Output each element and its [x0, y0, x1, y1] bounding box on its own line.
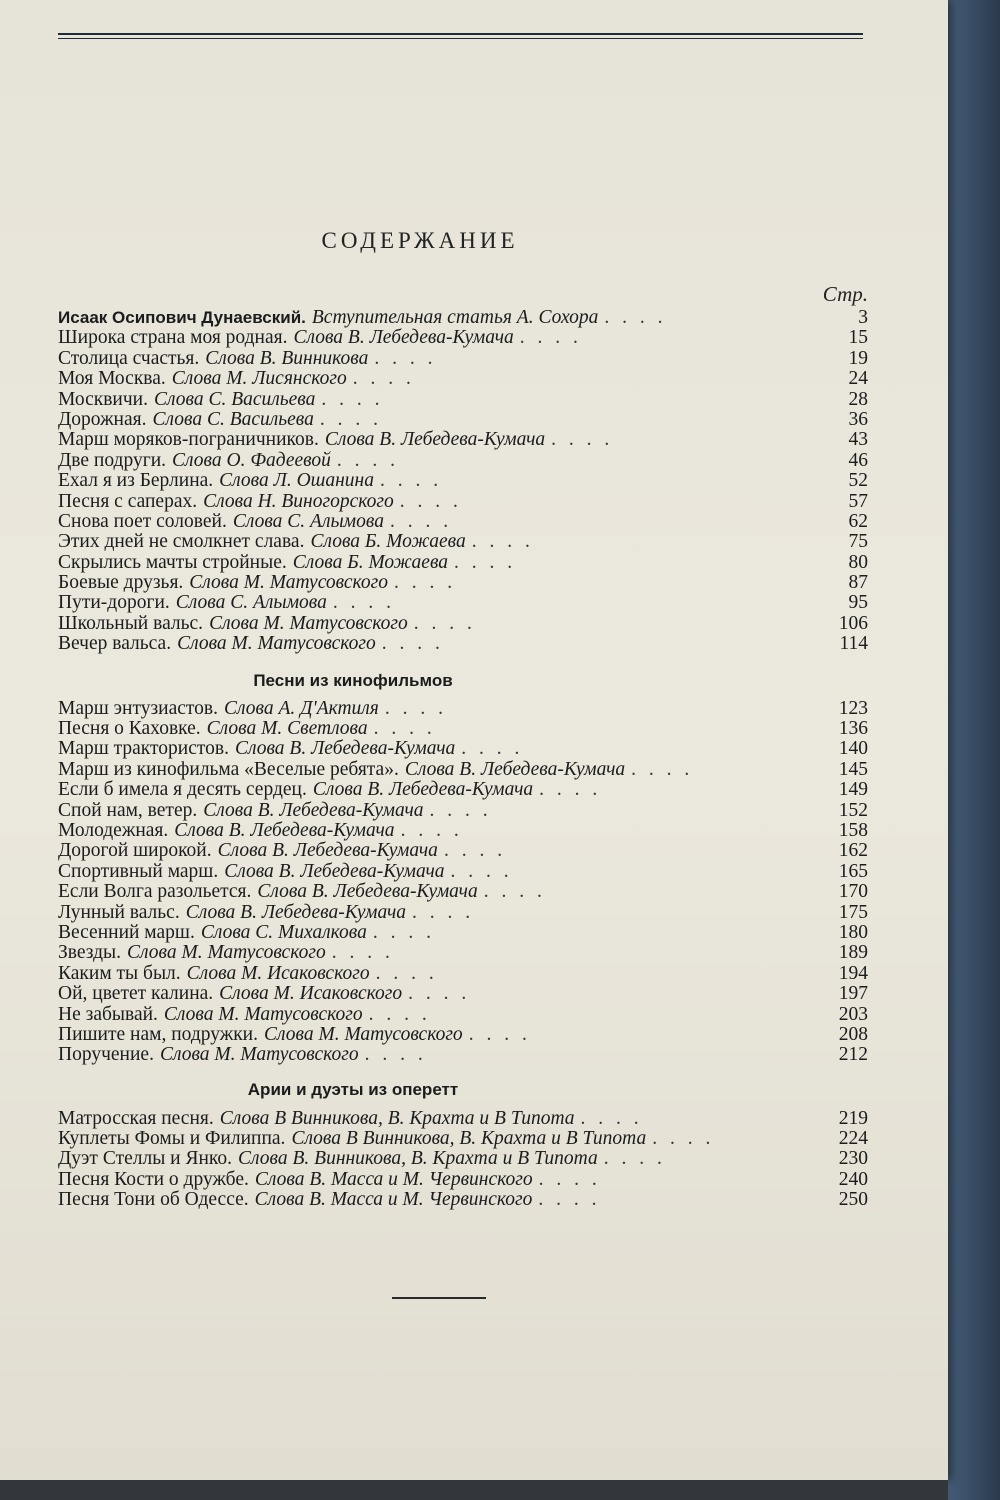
entry-title: Ой, цветет калина. — [58, 983, 214, 1005]
entry-lyricist: Слова В. Лебедева-Кумача — [293, 327, 514, 349]
leader-dots: . . . . — [352, 368, 415, 390]
entry-lyricist: Слова С. Алымова — [232, 510, 384, 532]
leader-dots: . . . . — [399, 490, 462, 512]
entry-title: Дуэт Стеллы и Янко. — [58, 1148, 233, 1170]
toc-entry — [58, 719, 868, 739]
entry-lyricist: Слова М. Лисянского — [171, 368, 347, 390]
entry-page-number: 136 — [838, 718, 868, 740]
entry-title: Моя Москва. — [58, 368, 166, 390]
entry-page-number: 165 — [838, 860, 868, 882]
entry-page-number: 3 — [858, 307, 868, 328]
section-heading-films: Песни из кинофильмов — [253, 670, 453, 690]
entry-title: Лунный вальс. — [58, 901, 180, 923]
entry-lyricist: Слова М. Исаковского — [219, 983, 403, 1005]
entry-page-number: 149 — [838, 779, 868, 801]
entry-page-number: 24 — [848, 368, 868, 390]
entry-title: Не забывай. — [58, 1003, 158, 1025]
page-shadow — [0, 1480, 948, 1500]
entry-title: Песня Тони об Одессе. — [58, 1189, 249, 1211]
entry-lyricist: Слова В. Винникова, В. Крахта и В Типота — [238, 1148, 598, 1170]
leader-dots: . . . . — [454, 551, 517, 573]
entry-page-number: 57 — [848, 490, 868, 512]
leader-dots: . . . . — [538, 1168, 601, 1190]
entry-title: Каким ты был. — [58, 962, 181, 984]
entry-lyricist: Слова С. Васильева — [153, 388, 316, 410]
entry-title: Боевые друзья. — [58, 572, 184, 594]
entry-page-number: 189 — [838, 942, 868, 964]
entry-page-number: 240 — [838, 1168, 868, 1190]
leader-dots: . . . . — [443, 840, 507, 862]
leader-dots: . . . . — [332, 592, 395, 614]
entry-page-number: 36 — [848, 408, 868, 430]
entry-page-number: 114 — [839, 633, 868, 655]
entry-page-number: 180 — [838, 921, 868, 943]
entry-lyricist: Вступительная статья А. Сохора — [311, 307, 599, 328]
entry-page-number: 197 — [838, 983, 868, 1005]
entry-lyricist: Слова В. Лебедева-Кумача — [203, 799, 424, 821]
entry-lyricist: Слова В. Лебедева-Кумача — [224, 860, 445, 882]
leader-dots: . . . . — [461, 738, 524, 760]
toc-entry — [58, 943, 868, 963]
entry-lyricist: Слова М. Матусовского — [163, 1003, 363, 1025]
entry-title: Исаак Осипович Дунаевский. — [58, 308, 306, 327]
toc-entry — [58, 532, 868, 552]
entry-lyricist: Слова В. Масса и М. Червинского — [254, 1168, 533, 1190]
leader-dots: . . . . — [373, 718, 436, 740]
entry-lyricist: Слова В Винникова, В. Крахта и В Типота — [219, 1107, 575, 1129]
entry-lyricist: Слова В. Винникова — [205, 347, 369, 369]
entry-title: Снова поет соловей. — [58, 510, 227, 532]
leader-dots: . . . . — [412, 901, 475, 923]
toc-entry — [58, 739, 868, 759]
entry-lyricist: Слова В. Лебедева-Кумача — [324, 429, 546, 451]
entry-lyricist: Слова В. Лебедева-Кумача — [312, 779, 534, 801]
entry-title: Матросская песня. — [58, 1107, 214, 1129]
table-of-contents — [58, 308, 868, 1211]
main-entries — [58, 308, 868, 655]
entry-page-number: 95 — [848, 592, 868, 614]
entry-page-number: 140 — [838, 738, 868, 760]
entry-lyricist: Слова С. Михалкова — [200, 921, 367, 943]
leader-dots: . . . . — [331, 942, 394, 964]
toc-entry — [58, 1190, 868, 1210]
entry-title: Куплеты Фомы и Филиппа. — [58, 1128, 286, 1150]
toc-entry — [58, 614, 868, 634]
entry-title: Москвичи. — [58, 388, 148, 410]
entry-page-number: 152 — [838, 799, 868, 821]
entry-lyricist: Слова В Винникова, В. Крахта и В Типота — [291, 1128, 647, 1150]
leader-dots: . . . . — [408, 983, 471, 1005]
entry-lyricist: Слова М. Светлова — [206, 718, 368, 740]
toc-entry — [58, 492, 868, 512]
leader-dots: . . . . — [336, 449, 399, 471]
leader-dots: . . . . — [374, 347, 437, 369]
entry-page-number: 162 — [838, 840, 868, 862]
section-heading-operettas: Арии и дуэты из оперетт — [247, 1079, 459, 1099]
entry-title: Песня Кости о дружбе. — [58, 1168, 249, 1190]
leader-dots: . . . . — [381, 633, 444, 655]
entry-title: Поручение. — [58, 1044, 154, 1066]
toc-entry — [58, 821, 868, 841]
toc-entry — [58, 512, 868, 532]
entry-lyricist: Слова М. Матусовского — [177, 633, 376, 655]
toc-entry — [58, 328, 868, 348]
toc-entry — [58, 369, 868, 389]
entry-lyricist: Слова О. Фадеевой — [172, 449, 331, 471]
toc-entry — [58, 923, 868, 943]
entry-lyricist: Слова М. Матусовского — [209, 612, 408, 634]
toc-entry — [58, 471, 868, 491]
toc-entry — [58, 410, 868, 430]
entry-lyricist: Слова В. Лебедева-Кумача — [257, 881, 478, 903]
entry-lyricist: Слова Б. Можаева — [310, 531, 466, 553]
entry-page-number: 43 — [848, 429, 868, 451]
entry-title: Звезды. — [58, 942, 122, 964]
entry-title: Столица счастья. — [58, 347, 200, 369]
toc-entry — [58, 634, 868, 654]
leader-dots: . . . . — [364, 1044, 427, 1066]
toc-entry — [58, 1025, 868, 1045]
entry-page-number: 230 — [838, 1148, 868, 1170]
entry-title: Если б имела я десять сердец. — [58, 779, 307, 801]
toc-entry — [58, 390, 868, 410]
entry-page-number: 75 — [848, 531, 868, 553]
entry-title: Молодежная. — [58, 819, 169, 841]
entry-page-number: 224 — [838, 1128, 868, 1150]
leader-dots: . . . . — [319, 408, 382, 430]
leader-dots: . . . . — [539, 779, 602, 801]
leader-dots: . . . . — [384, 697, 447, 719]
toc-entry — [58, 984, 868, 1004]
toc-entry — [58, 780, 868, 800]
entry-title: Этих дней не смолкнет слава. — [58, 531, 305, 553]
entry-title: Школьный вальс. — [58, 612, 204, 634]
entry-page-number: 219 — [838, 1107, 868, 1129]
leader-dots: . . . . — [551, 429, 614, 451]
entry-title: Марш трактористов. — [58, 738, 229, 760]
entry-title: Марш энтузиастов. — [58, 697, 218, 719]
entry-lyricist: Слова В. Лебедева-Кумача — [404, 758, 626, 780]
toc-entry — [58, 1149, 868, 1169]
toc-entry — [58, 760, 868, 780]
header-rule — [58, 33, 863, 35]
leader-dots: . . . . — [368, 1003, 431, 1025]
toc-entry — [58, 451, 868, 471]
leader-dots: . . . . — [483, 881, 546, 903]
toc-entry — [58, 349, 868, 369]
toc-entry — [58, 308, 868, 328]
entry-lyricist: Слова В. Лебедева-Кумача — [185, 901, 407, 923]
leader-dots: . . . . — [652, 1128, 715, 1150]
leader-dots: . . . . — [604, 307, 667, 328]
entry-title: Широка страна моя родная. — [58, 327, 288, 349]
entry-page-number: 87 — [848, 572, 868, 594]
leader-dots: . . . . — [321, 388, 384, 410]
entry-lyricist: Слова С. Алымова — [175, 592, 327, 614]
leader-dots: . . . . — [393, 572, 457, 594]
entry-title: Песня о Каховке. — [58, 718, 201, 740]
leader-dots: . . . . — [471, 531, 534, 553]
entry-lyricist: Слова М. Матусовского — [159, 1044, 359, 1066]
entry-lyricist: Слова М. Исаковского — [186, 962, 370, 984]
entry-lyricist: Слова В. Масса и М. Червинского — [254, 1189, 533, 1211]
entry-page-number: 52 — [848, 470, 868, 492]
entry-page-number: 106 — [838, 612, 868, 634]
leader-dots: . . . . — [450, 860, 513, 882]
entry-title: Марш моряков-пограничников. — [58, 429, 319, 451]
closing-rule — [392, 1297, 486, 1299]
entry-lyricist: Слова Л. Ошанина — [219, 470, 374, 492]
leader-dots: . . . . — [538, 1189, 601, 1211]
entry-lyricist: Слова В. Лебедева-Кумача — [217, 840, 438, 862]
entry-page-number: 15 — [848, 327, 868, 349]
toc-entry — [58, 1045, 868, 1065]
leader-dots: . . . . — [603, 1148, 666, 1170]
toc-entry — [58, 1170, 868, 1190]
entry-lyricist: Слова В. Лебедева-Кумача — [174, 819, 395, 841]
entry-lyricist: Слова М. Матусовского — [264, 1023, 463, 1045]
entry-title: Песня с саперах. — [58, 490, 198, 512]
entry-title: Дорожная. — [58, 408, 147, 430]
entry-page-number: 80 — [848, 551, 868, 573]
entry-page-number: 194 — [838, 962, 868, 984]
entry-title: Вечер вальса. — [58, 633, 172, 655]
entry-page-number: 19 — [848, 347, 868, 369]
leader-dots: . . . . — [375, 962, 438, 984]
entry-page-number: 175 — [838, 901, 868, 923]
toc-entry — [58, 573, 868, 593]
toc-entry — [58, 882, 868, 902]
entry-page-number: 145 — [838, 758, 868, 780]
leader-dots: . . . . — [468, 1023, 531, 1045]
entry-title: Две подруги. — [58, 449, 167, 471]
leader-dots: . . . . — [389, 510, 453, 532]
leader-dots: . . . . — [631, 758, 694, 780]
entry-lyricist: Слова Н. Виногорского — [203, 490, 394, 512]
page-column-label: Стр. — [822, 282, 868, 306]
leader-dots: . . . . — [519, 327, 582, 349]
entry-lyricist: Слова С. Васильева — [152, 408, 314, 430]
entry-page-number: 250 — [838, 1189, 868, 1211]
entry-page-number: 158 — [838, 819, 868, 841]
entry-lyricist: Слова М. Матусовского — [189, 572, 388, 594]
entry-lyricist: Слова А. Д'Актиля — [224, 697, 379, 719]
entry-title: Скрылись мачты стройные. — [58, 551, 287, 573]
toc-entry — [58, 1109, 868, 1129]
entry-title: Спой нам, ветер. — [58, 799, 198, 821]
operetta-entries — [58, 1109, 868, 1211]
entry-title: Если Волга разольется. — [58, 881, 252, 903]
toc-entry — [58, 430, 868, 450]
toc-entry — [58, 1129, 868, 1149]
entry-page-number: 170 — [838, 881, 868, 903]
entry-lyricist: Слова В. Лебедева-Кумача — [234, 738, 456, 760]
toc-entry — [58, 862, 868, 882]
toc-entry — [58, 903, 868, 923]
toc-entry — [58, 841, 868, 861]
leader-dots: . . . . — [413, 612, 476, 634]
entry-page-number: 208 — [838, 1023, 868, 1045]
entry-title: Пути-дороги. — [58, 592, 170, 614]
entry-page-number: 62 — [848, 510, 868, 532]
toc-entry — [58, 801, 868, 821]
toc-entry — [58, 1005, 868, 1025]
entry-page-number: 123 — [838, 697, 868, 719]
entry-page-number: 203 — [838, 1003, 868, 1025]
entry-page-number: 28 — [848, 388, 868, 410]
entry-lyricist: Слова Б. Можаева — [292, 551, 449, 573]
toc-entry — [58, 964, 868, 984]
leader-dots: . . . . — [400, 819, 463, 841]
film-entries — [58, 699, 868, 1066]
entry-page-number: 212 — [838, 1044, 868, 1066]
leader-dots: . . . . — [379, 470, 443, 492]
entry-title: Пишите нам, подружки. — [58, 1023, 258, 1045]
entry-title: Весенний марш. — [58, 921, 195, 943]
entry-title: Ехал я из Берлина. — [58, 470, 214, 492]
leader-dots: . . . . — [429, 799, 492, 821]
toc-entry — [58, 699, 868, 719]
page-title: СОДЕРЖАНИЕ — [321, 228, 519, 253]
toc-entry — [58, 553, 868, 573]
entry-title: Спортивный марш. — [58, 860, 219, 882]
leader-dots: . . . . — [372, 921, 436, 943]
entry-title: Дорогой широкой. — [58, 840, 212, 862]
entry-lyricist: Слова М. Матусовского — [127, 942, 326, 964]
entry-title: Марш из кинофильма «Веселые ребята». — [58, 758, 399, 780]
leader-dots: . . . . — [580, 1107, 643, 1129]
header-rule-thin — [58, 38, 863, 39]
toc-entry — [58, 593, 868, 613]
entry-page-number: 46 — [848, 449, 868, 471]
